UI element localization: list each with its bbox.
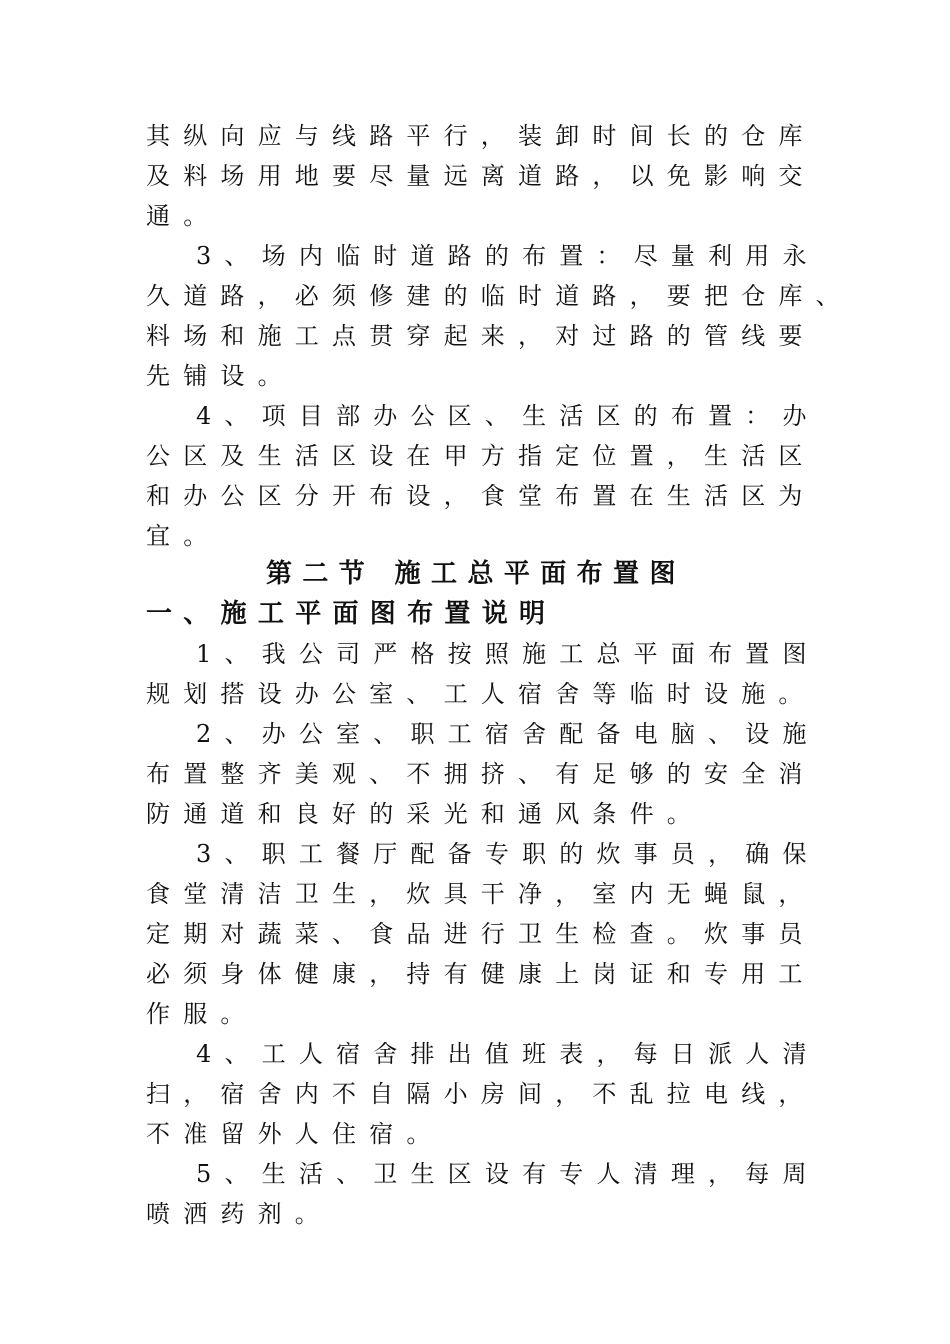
paragraph-line: 宜。: [146, 522, 221, 550]
paragraph-line: 作服。: [146, 1000, 258, 1028]
paragraph-line: 必须身体健康，持有健康上岗证和专用工: [146, 960, 816, 988]
paragraph-line: 其纵向应与线路平行，装卸时间长的仓库: [146, 122, 816, 150]
subsection-title: 一、施工平面图布置说明: [146, 599, 557, 629]
paragraph-line: 和办公区分开布设，食堂布置在生活区为: [146, 482, 816, 510]
paragraph-line: 防通道和良好的采光和通风条件。: [146, 800, 704, 828]
paragraph-line: 规划搭设办公室、工人宿舍等临时设施。: [146, 680, 816, 708]
paragraph-line: 不准留外人住宿。: [146, 1120, 444, 1148]
paragraph-line: 1、我公司严格按照施工总平面布置图: [196, 640, 820, 668]
paragraph-line: 扫，宿舍内不自隔小房间，不乱拉电线，: [146, 1080, 816, 1108]
paragraph-line: 喷洒药剂。: [146, 1200, 332, 1228]
section-title: 第二节 施工总平面布置图: [266, 559, 686, 589]
paragraph-line: 先铺设。: [146, 362, 295, 390]
paragraph-line: 定期对蔬菜、食品进行卫生检查。炊事员: [146, 920, 816, 948]
paragraph-line: 布置整齐美观、不拥挤、有足够的安全消: [146, 760, 816, 788]
paragraph-line: 及料场用地要尽量远离道路，以免影响交: [146, 162, 816, 190]
paragraph-line: 料场和施工点贯穿起来，对过路的管线要: [146, 322, 816, 350]
paragraph-line: 3、职工餐厅配备专职的炊事员，确保: [196, 840, 820, 868]
paragraph-line: 公区及生活区设在甲方指定位置，生活区: [146, 442, 816, 470]
paragraph-line: 食堂清洁卫生，炊具干净，室内无蝇鼠，: [146, 880, 816, 908]
paragraph-line: 5、生活、卫生区设有专人清理，每周: [196, 1160, 820, 1188]
paragraph-line: 4、工人宿舍排出值班表，每日派人清: [196, 1040, 820, 1068]
paragraph-line: 通。: [146, 202, 221, 230]
paragraph-line: 3、场内临时道路的布置：尽量利用永: [196, 242, 820, 270]
paragraph-line: 2、办公室、职工宿舍配备电脑、设施: [196, 720, 820, 748]
paragraph-line: 4、项目部办公区、生活区的布置：办: [196, 402, 820, 430]
paragraph-line: 久道路，必须修建的临时道路，要把仓库、: [146, 282, 853, 310]
